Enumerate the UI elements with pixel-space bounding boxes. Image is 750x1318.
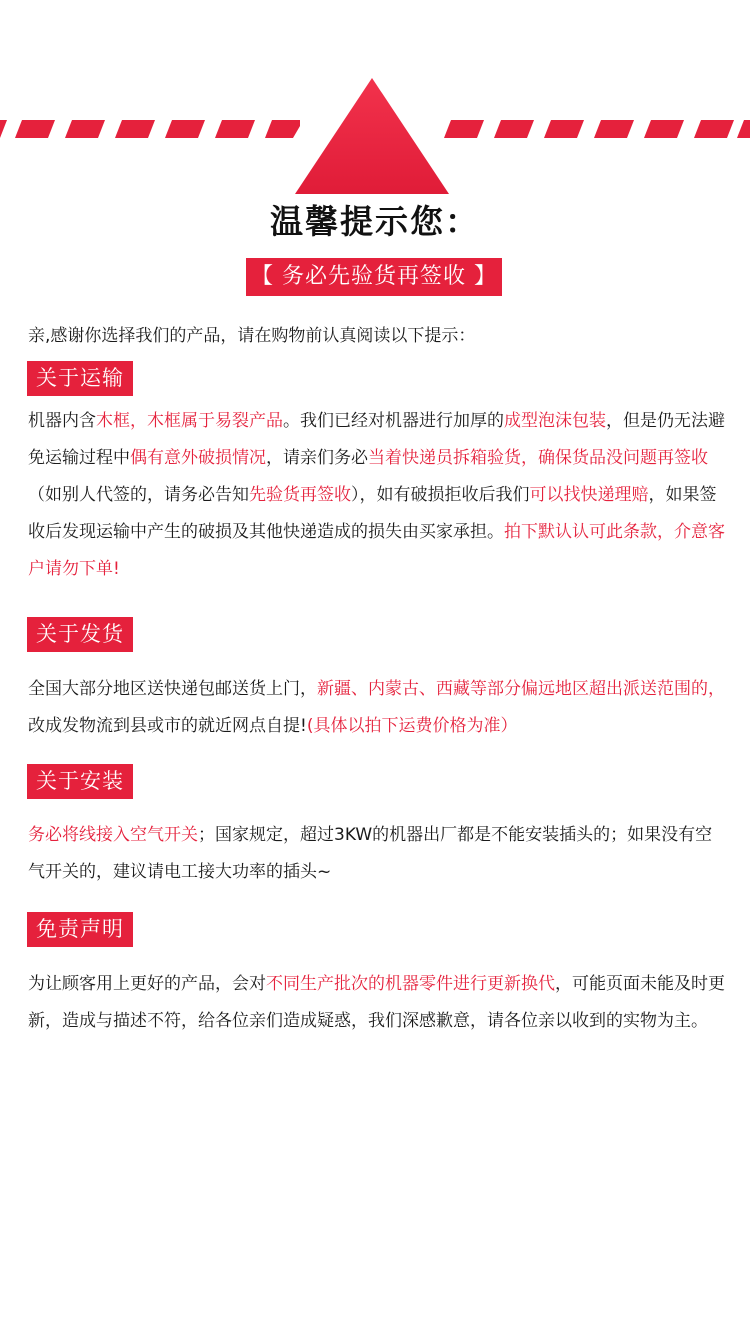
highlight-segment: 新疆、内蒙古、西藏等部分偏远地区超出派送范围的， bbox=[317, 679, 725, 699]
text-segment: ；国家规定，超过3KW的机器出厂都是不能安装插头的；如果没有空气开关的，建议请电工接大功率的插头~ bbox=[28, 825, 713, 882]
highlight-segment: 务必将线接入空气开关 bbox=[28, 825, 198, 845]
section-tag-delivery: 关于发货 bbox=[27, 617, 133, 652]
red-dash-icon bbox=[0, 120, 300, 138]
text-segment: 改成发物流到县或市的就近网点自提! bbox=[28, 716, 307, 736]
highlight-segment: 拍下默认认可此条款，介意客户请勿下单! bbox=[28, 522, 725, 579]
verify-before-sign-banner: 【 务必先验货再签收 】 bbox=[246, 258, 502, 296]
section-tag-disclaimer: 免责声明 bbox=[27, 912, 133, 947]
delivery-paragraph bbox=[28, 671, 728, 745]
highlight-segment: 偶有意外破损情况 bbox=[130, 448, 266, 468]
highlight-segment: (具体以拍下运费价格为准） bbox=[306, 716, 518, 736]
section-tag-install: 关于安装 bbox=[27, 764, 133, 799]
left-stripe-decoration bbox=[0, 120, 300, 138]
text-segment: 全国大部分地区送快递包邮送货上门， bbox=[28, 679, 317, 699]
highlight-segment: 不同生产批次的机器零件进行更新换代 bbox=[266, 974, 555, 994]
shipping-paragraph bbox=[28, 403, 728, 588]
highlight-segment: 先验货再签收 bbox=[249, 485, 351, 505]
text-segment: ，可能页面未能及时更新，造成与描述不符，给各位亲们造成疑惑，我们深感歉意，请各位亲以收到的实物为主。 bbox=[28, 974, 725, 1031]
highlight-segment: 成型泡沫包装 bbox=[504, 411, 606, 431]
text-segment: （如别人代签的，请务必告知 bbox=[28, 485, 249, 505]
text-segment: 为让顾客用上更好的产品，会对 bbox=[28, 974, 266, 994]
text-segment: ，但是仍无法避免运输过程中 bbox=[28, 411, 725, 468]
highlight-segment: 木框，木框属于易裂产品 bbox=[96, 411, 283, 431]
red-triangle-icon bbox=[295, 78, 449, 194]
red-dash-icon bbox=[444, 120, 750, 138]
intro-text: 亲,感谢你选择我们的产品，请在购物前认真阅读以下提示： bbox=[28, 326, 476, 346]
highlight-segment: 可以找快递理赔 bbox=[529, 485, 649, 505]
install-paragraph bbox=[28, 817, 728, 891]
text-segment: ，请亲们务必 bbox=[266, 448, 368, 468]
text-segment: 。我们已经对机器进行加厚的 bbox=[283, 411, 504, 431]
right-stripe-decoration bbox=[444, 120, 750, 138]
section-tag-shipping: 关于运输 bbox=[27, 361, 133, 396]
text-segment: 机器内含 bbox=[28, 411, 96, 431]
highlight-segment: 当着快递员拆箱验货，确保货品没问题再签收 bbox=[368, 448, 708, 468]
text-segment: ，如果签收后发现运输中产生的破损及其他快递造成的损失由买家承担。 bbox=[28, 485, 717, 542]
disclaimer-paragraph bbox=[28, 966, 728, 1040]
page-title: 温馨提示您： bbox=[270, 202, 480, 241]
text-segment: ），如有破损拒收后我们 bbox=[351, 485, 530, 505]
